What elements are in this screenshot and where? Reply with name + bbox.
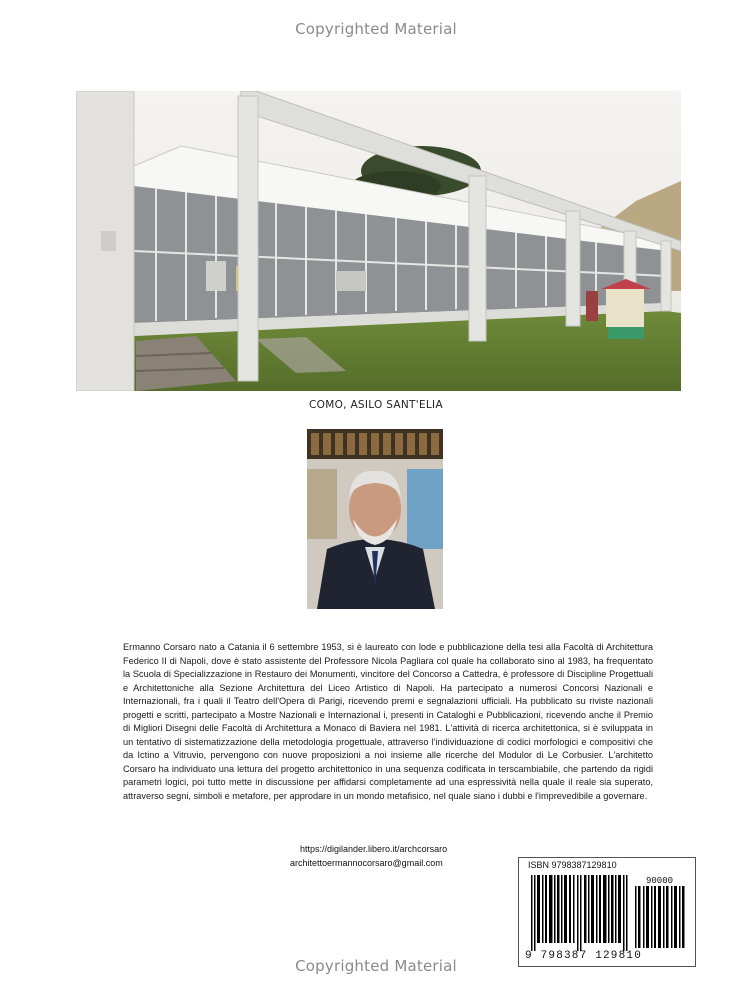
isbn-label: ISBN 9798387129810 xyxy=(528,860,617,870)
author-biography: Ermanno Corsaro nato a Catania il 6 settembre 1953, si è laureato con lode e pubblicazione della tesi alla Facoltà di Architettura Federico II di Napoli, dove è stato assistente del Professore Nicola Pagliara col quale ha collaborato sino al 1983, ha frequentato la Scuola di Specializzazione in Restauro dei Monumenti, vincitore del Concorso a Cattedra, è professore di Discipline Progettuali e Architettoniche alla Sezione Architettura del Liceo Artistico di Napoli. Ha partecipato a numerosi Concorsi Nazionali e Internazionali, fra i quali il Teatro dell'Opera di Parigi, ricevendo premi e segnalazioni ufficiali. Ha pubblicato su riviste nazionali progetti e scritti, partecipato a Mostre Nazionali e Internazional i, presenti in Cataloghi e Pubblicazioni, ricevendo anche il Premio di Migliori Disegni delle Facoltà di Architettura a Monaco di Baviera nel 1981. L'attività di ricerca architettonica, si è sviluppata in un tentativo di sistematizzazione della metodologia progettuale, attraverso l'individuazione di codici morfologici e compositivi che da Ictino a Vitruvio, pervengono con nuove proposizioni a noi insieme alle ricerche del Modulor di Le Corbusier. L'architetto Corsaro ha individuato una lettura del progetto architettonico in una sequenza codificata in terscambiabile, che partendo da rigidi parametri logici, poi tutto mette in discussione per affidarsi completamente ad una espressività nella quale il reale sia superato, attraverso segni, simboli e metafore, per approdare in un mondo metafisico, nel quale siano i dubbi e l'imprevedibile a governare. xyxy=(123,642,653,801)
watermark-top: Copyrighted Material xyxy=(295,20,457,38)
email-link[interactable]: architettoermannocorsaro@gmail.com xyxy=(290,858,443,868)
contact-info xyxy=(290,842,510,870)
building-photo xyxy=(76,91,681,391)
price-code: 90000 xyxy=(646,876,674,886)
isbn-barcode xyxy=(518,857,696,967)
author-portrait xyxy=(307,429,443,609)
isbn-digits: 9 798387 129810 xyxy=(525,950,643,962)
addon-bars-icon xyxy=(635,886,687,948)
watermark-bottom: Copyrighted Material xyxy=(295,957,457,975)
website-link[interactable]: https://digilander.libero.it/archcorsaro xyxy=(300,844,448,854)
photo-caption: COMO, ASILO SANT'ELIA xyxy=(309,399,443,411)
barcode-bars-icon xyxy=(531,875,629,951)
